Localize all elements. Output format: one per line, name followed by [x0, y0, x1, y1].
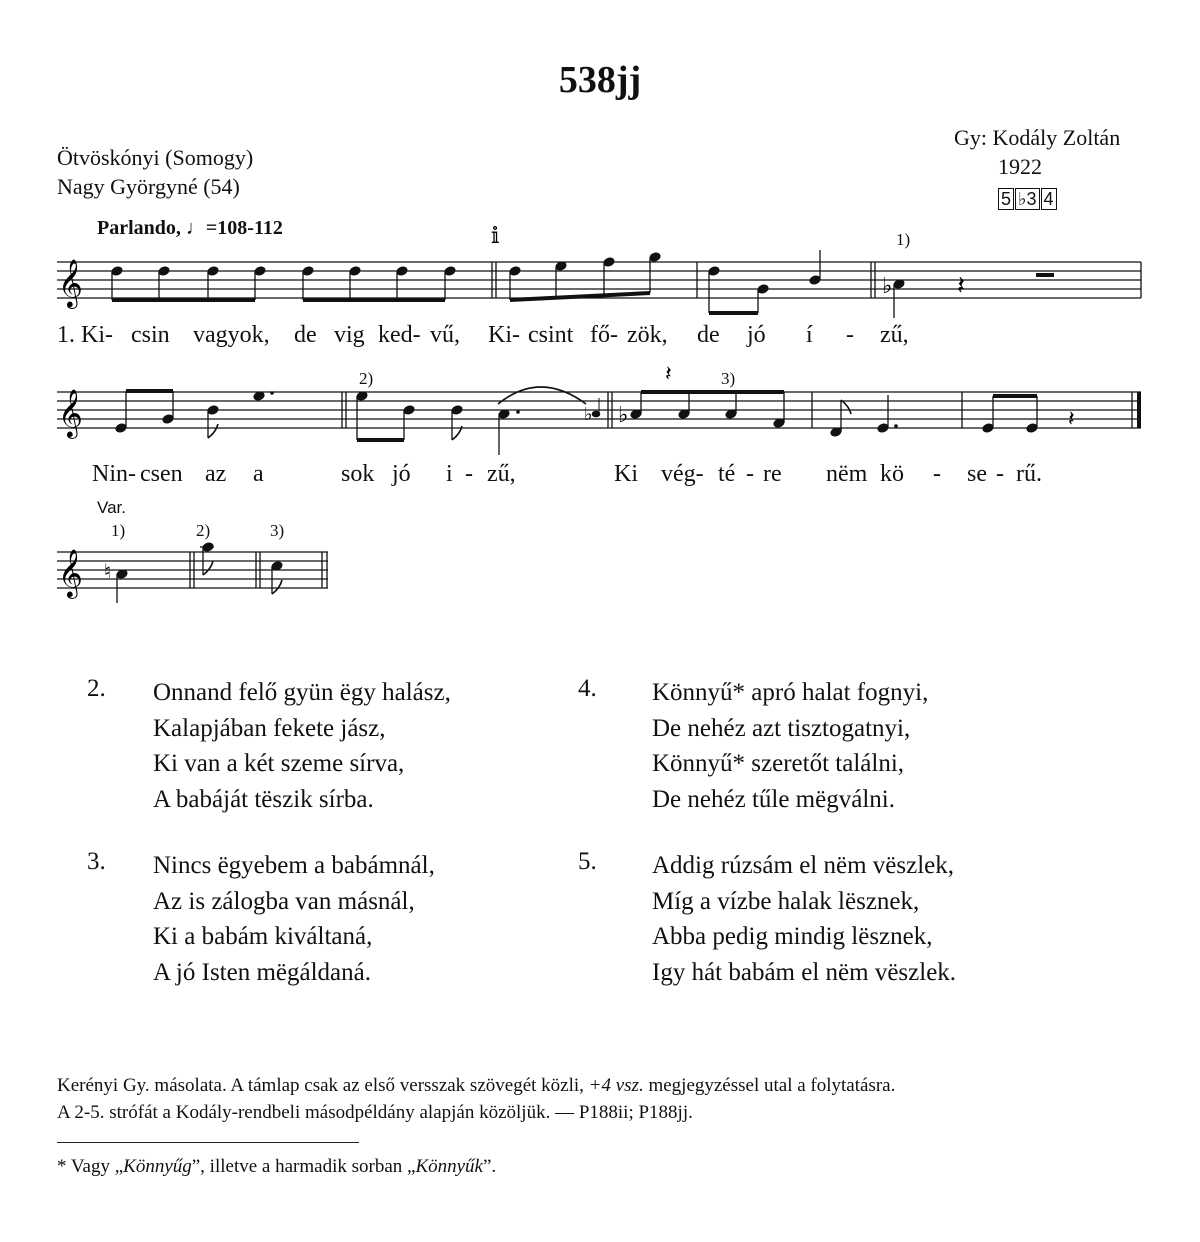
editorial-note: [57, 1072, 895, 1126]
note-text: megjegyzéssel utal a folytatásra.: [643, 1075, 896, 1096]
lyric-syllable: csin: [131, 322, 170, 348]
lyric-syllable: fő-: [590, 322, 618, 348]
page-title: 538jj: [558, 59, 642, 101]
verse-text: [153, 848, 435, 990]
treble-clef-icon: 𝄞: [58, 388, 83, 437]
cadence-box: 5: [998, 188, 1014, 210]
footnote: [57, 1156, 496, 1178]
staff-line-variant: [57, 552, 328, 588]
collector-year: 1922: [998, 154, 1042, 179]
note-line-2: A 2-5. strófát a Kodály-rendbeli másodpéldány alapján közöljük. — P188ii; P188jj.: [57, 1102, 693, 1123]
note-line-1: [57, 1072, 895, 1099]
verse-text: [652, 848, 956, 990]
lyric-syllable: vű,: [430, 322, 460, 348]
footnote-text: Vagy „: [66, 1156, 124, 1177]
lyric-syllable: té: [718, 461, 736, 487]
source-place: Ötvöskónyi (Somogy): [57, 145, 254, 170]
verse-line: Abba pedig mindig lësznek,: [652, 923, 933, 950]
lyric-syllable: Ki: [614, 461, 638, 487]
lyric-syllable: zök,: [627, 322, 668, 348]
lyric-syllable: vagyok,: [193, 322, 270, 348]
lyric-syllable: rű.: [1016, 461, 1042, 487]
verse-line: Onnand felő gyün ëgy halász,: [153, 679, 451, 706]
lyric-syllable: -: [746, 461, 754, 487]
footnote-italic: Könnyűg: [123, 1156, 192, 1177]
verse-line: Addig rúzsám el nëm vëszlek,: [652, 852, 954, 879]
lyric-syllable: zű,: [487, 461, 516, 487]
annotation-mark: 2): [196, 521, 211, 540]
lyric-syllable: Ki-: [488, 322, 520, 348]
lyric-syllable: 1. Ki-: [57, 322, 113, 348]
footnote-italic: Könnyűk: [415, 1156, 483, 1177]
note-text: Kerényi Gy. másolata. A támlap csak az első versszak szövegét közli,: [57, 1075, 589, 1096]
quarter-rest-icon: 𝄽: [957, 271, 965, 301]
lyric-syllable: nëm: [826, 461, 868, 487]
verse-line: Az is zálogba van másnál,: [153, 887, 415, 915]
lyric-syllable: -: [933, 461, 941, 487]
flat-icon: ♭: [882, 274, 893, 299]
cadence-box: 4: [1041, 188, 1057, 210]
lyric-syllable: sok: [341, 461, 375, 487]
verse-line: De nehéz azt tisztogatnyi,: [652, 714, 911, 742]
verse-line: A jó Isten mëgáldaná.: [153, 958, 371, 986]
lyric-syllable: -: [996, 461, 1004, 487]
flat-icon: ♭: [618, 403, 629, 428]
tempo-label: Parlando,: [97, 217, 181, 239]
treble-clef-icon: 𝄞: [58, 258, 83, 307]
lyric-syllable: vig: [334, 322, 365, 348]
verse-line: De nehéz tűle mëgválni.: [652, 785, 895, 813]
annotation-mark: 3): [721, 369, 736, 388]
lyric-syllable: Nin-: [92, 461, 136, 487]
lyric-syllable: -: [846, 322, 854, 348]
note-italic: +4 vsz.: [588, 1075, 644, 1096]
lyric-syllable: re: [763, 461, 782, 487]
verse-number: 4.: [578, 675, 597, 702]
verse-number: 3.: [87, 848, 106, 875]
breath-mark-icon: 𝕚: [491, 224, 500, 249]
lyric-syllable: jó: [747, 322, 766, 348]
verse-line: Míg a vízbe halak lësznek,: [652, 887, 920, 915]
cadence-box: ♭3: [1015, 188, 1040, 210]
lyric-syllable: ked-: [378, 322, 421, 348]
footnote-text: ”.: [482, 1156, 497, 1177]
verse-line: Nincs ëgyebem a babámnál,: [153, 852, 435, 879]
verse-line: Igy hát babám el nëm vëszlek.: [652, 958, 957, 986]
annotation-mark: 3): [270, 521, 285, 540]
verse-line: Könnyű* szeretőt találni,: [652, 750, 905, 777]
treble-clef-icon: 𝄞: [58, 548, 83, 597]
flat-icon: ♭: [584, 404, 593, 425]
footnote-text: ”, illetve a harmadik sorban „: [191, 1156, 416, 1177]
tempo-value: =108-112: [205, 217, 283, 239]
quarter-note-icon: ♩: [185, 217, 206, 239]
source-singer: Nagy Györgyné (54): [57, 174, 240, 199]
lyric-syllable: zű,: [880, 322, 909, 348]
annotation-mark: 1): [111, 521, 126, 540]
staff-line-1: [57, 262, 1141, 298]
quarter-rest-icon: 𝄽: [1068, 407, 1075, 432]
lyric-syllable: vég-: [661, 461, 704, 487]
lyric-syllable: de: [697, 322, 720, 348]
natural-icon: ♮: [104, 559, 112, 583]
verse-line: Kalapjában fekete jász,: [153, 714, 386, 742]
quarter-rest-icon: 𝄽: [665, 362, 672, 387]
lyric-syllable: csint: [528, 322, 574, 348]
lyric-syllable: de: [294, 322, 317, 348]
lyric-syllable: kö: [880, 461, 904, 487]
footnote-star: *: [57, 1156, 67, 1177]
verse-line: Ki van a két szeme sírva,: [153, 750, 405, 777]
annotation-mark: 2): [359, 369, 374, 388]
verse-text: [153, 675, 451, 817]
lyric-syllable: -: [465, 461, 473, 487]
lyric-syllable: csen: [140, 461, 183, 487]
verse-text: [652, 675, 928, 817]
verse-line: Ki a babám kiváltaná,: [153, 923, 373, 950]
lyric-syllable: i: [446, 461, 453, 487]
footnote-divider: [57, 1142, 359, 1143]
lyric-syllable: se: [967, 461, 987, 487]
annotation-mark: 1): [896, 230, 911, 249]
lyric-syllable: í: [806, 322, 813, 348]
lyric-syllable: az: [205, 461, 227, 487]
verse-line: Könnyű* apró halat fognyi,: [652, 679, 929, 706]
variant-label: Var.: [97, 498, 126, 517]
collector-line: Gy: Kodály Zoltán: [954, 125, 1121, 150]
verse-number: 5.: [578, 848, 597, 875]
verse-number: 2.: [87, 675, 106, 702]
verse-line: A babáját tëszik sírba.: [153, 785, 374, 813]
lyric-syllable: a: [253, 461, 264, 487]
lyric-syllable: jó: [392, 461, 411, 487]
